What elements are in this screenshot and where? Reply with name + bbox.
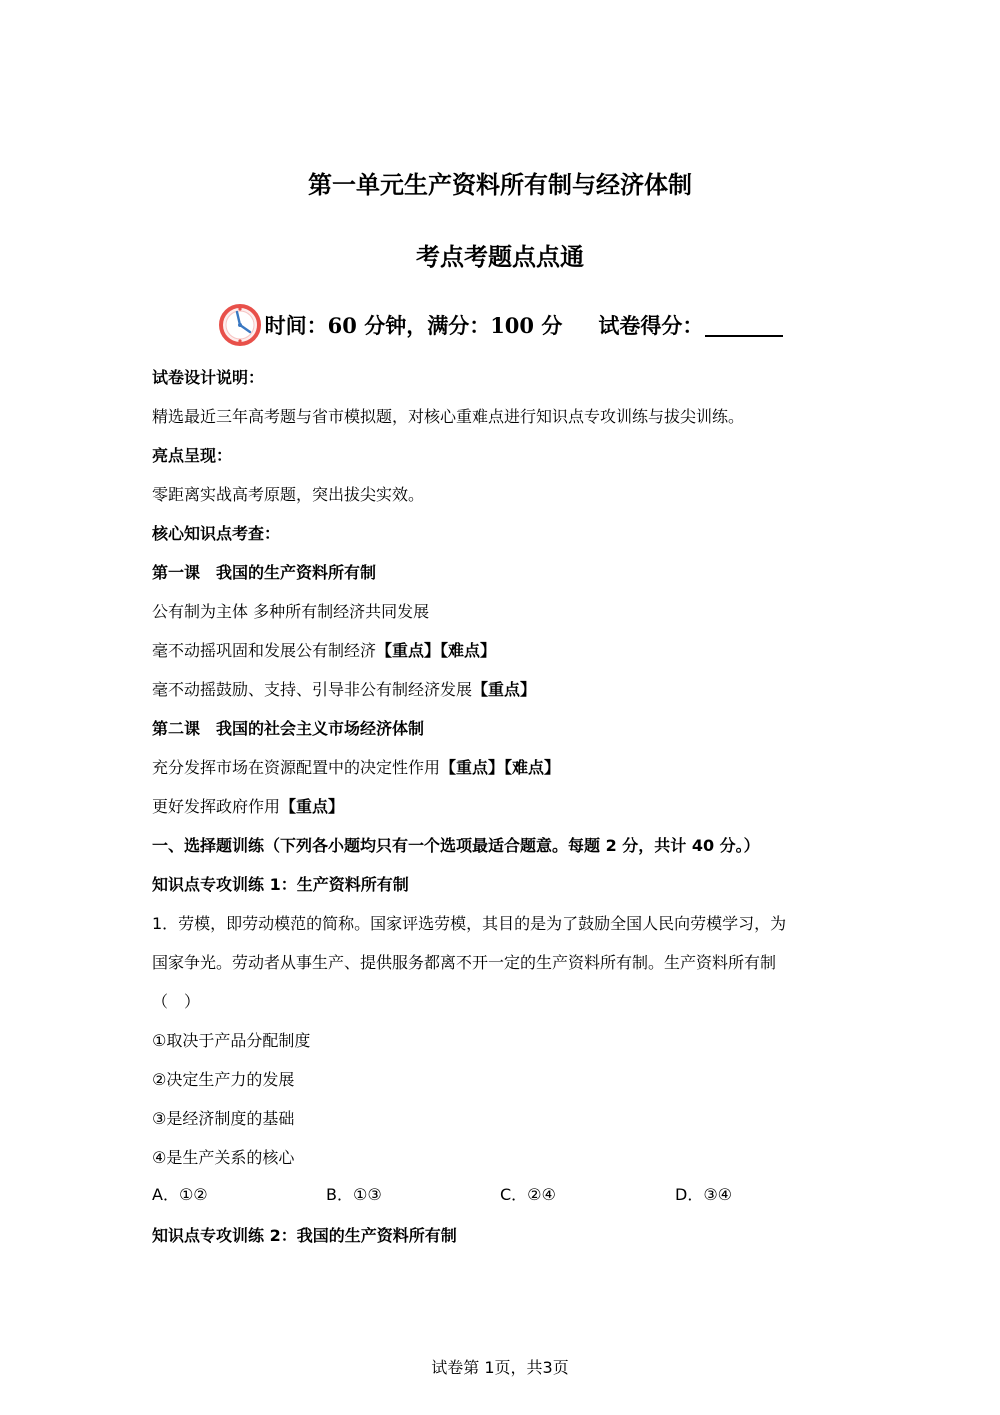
- section-heading: 一、选择题训练（下列各小题均只有一个选项最适合题意。每题 2 分，共计 40 分。）: [152, 836, 760, 855]
- training-heading: 知识点专攻训练 2：我国的生产资料所有制: [152, 1226, 457, 1245]
- statement-item: ④是生产关系的核心: [152, 1148, 295, 1167]
- tag-key-difficult: 【重点】【难点】: [376, 641, 497, 660]
- training-heading: 知识点专攻训练 1：生产资料所有制: [152, 875, 409, 894]
- statement-item: ①取决于产品分配制度: [152, 1031, 311, 1050]
- tag-key-difficult: 【重点】【难点】: [440, 758, 561, 777]
- statement-item: ③是经济制度的基础: [152, 1109, 295, 1128]
- page-subtitle: 考点考题点点通: [416, 243, 584, 271]
- lesson1-item: [152, 640, 862, 662]
- option-d[interactable]: D．③④: [675, 1185, 733, 1204]
- page-title: 第一单元生产资料所有制与经济体制: [308, 171, 692, 199]
- core-heading: 核心知识点考查：: [152, 524, 281, 543]
- lesson1-item-text: 毫不动摇鼓励、支持、引导非公有制经济发展: [152, 680, 473, 699]
- tag-key: 【重点】: [280, 797, 345, 816]
- option-a[interactable]: A．①②: [152, 1185, 208, 1204]
- lesson2-item: [152, 796, 862, 818]
- lesson2-item-text: 更好发挥政府作用: [152, 797, 281, 816]
- answer-bracket: （ ）: [152, 992, 201, 1011]
- lesson2-item: [152, 757, 862, 779]
- statement-item: ②决定生产力的发展: [152, 1070, 295, 1089]
- lesson2-title: 第二课 我国的社会主义市场经济体制: [152, 719, 425, 738]
- highlight-text: 零距离实战高考原题，突出拔尖实效。: [152, 485, 425, 504]
- score-label: 试卷得分：: [598, 313, 704, 338]
- option-b[interactable]: B．①③: [326, 1185, 382, 1204]
- option-c[interactable]: C．②④: [500, 1185, 556, 1204]
- answer-options: [152, 1184, 862, 1208]
- highlight-heading: 亮点呈现：: [152, 446, 233, 465]
- clock-icon: [217, 302, 263, 348]
- lesson2-item-text: 充分发挥市场在资源配置中的决定性作用: [152, 758, 441, 777]
- lesson1-item: 公有制为主体 多种所有制经济共同发展: [152, 602, 430, 621]
- design-heading: 试卷设计说明：: [152, 368, 265, 387]
- lesson1-title: 第一课 我国的生产资料所有制: [152, 563, 377, 582]
- exam-meta: [0, 300, 1000, 350]
- score-blank[interactable]: [705, 313, 783, 337]
- design-text: 精选最近三年高考题与省市模拟题，对核心重难点进行知识点专攻训练与拔尖训练。: [152, 407, 745, 426]
- lesson1-item: [152, 679, 862, 701]
- question-text: 1．劳模，即劳动模范的简称。国家评选劳模，其目的是为了鼓励全国人民向劳模学习，为: [152, 914, 787, 933]
- page-footer: 试卷第 1页，共3页: [431, 1358, 569, 1377]
- question-text: 国家争光。劳动者从事生产、提供服务都离不开一定的生产资料所有制。生产资料所有制: [152, 953, 777, 972]
- lesson1-item-text: 毫不动摇巩固和发展公有制经济: [152, 641, 377, 660]
- exam-time-info: 时间：60 分钟，满分：100 分: [264, 313, 563, 338]
- tag-key: 【重点】: [472, 680, 537, 699]
